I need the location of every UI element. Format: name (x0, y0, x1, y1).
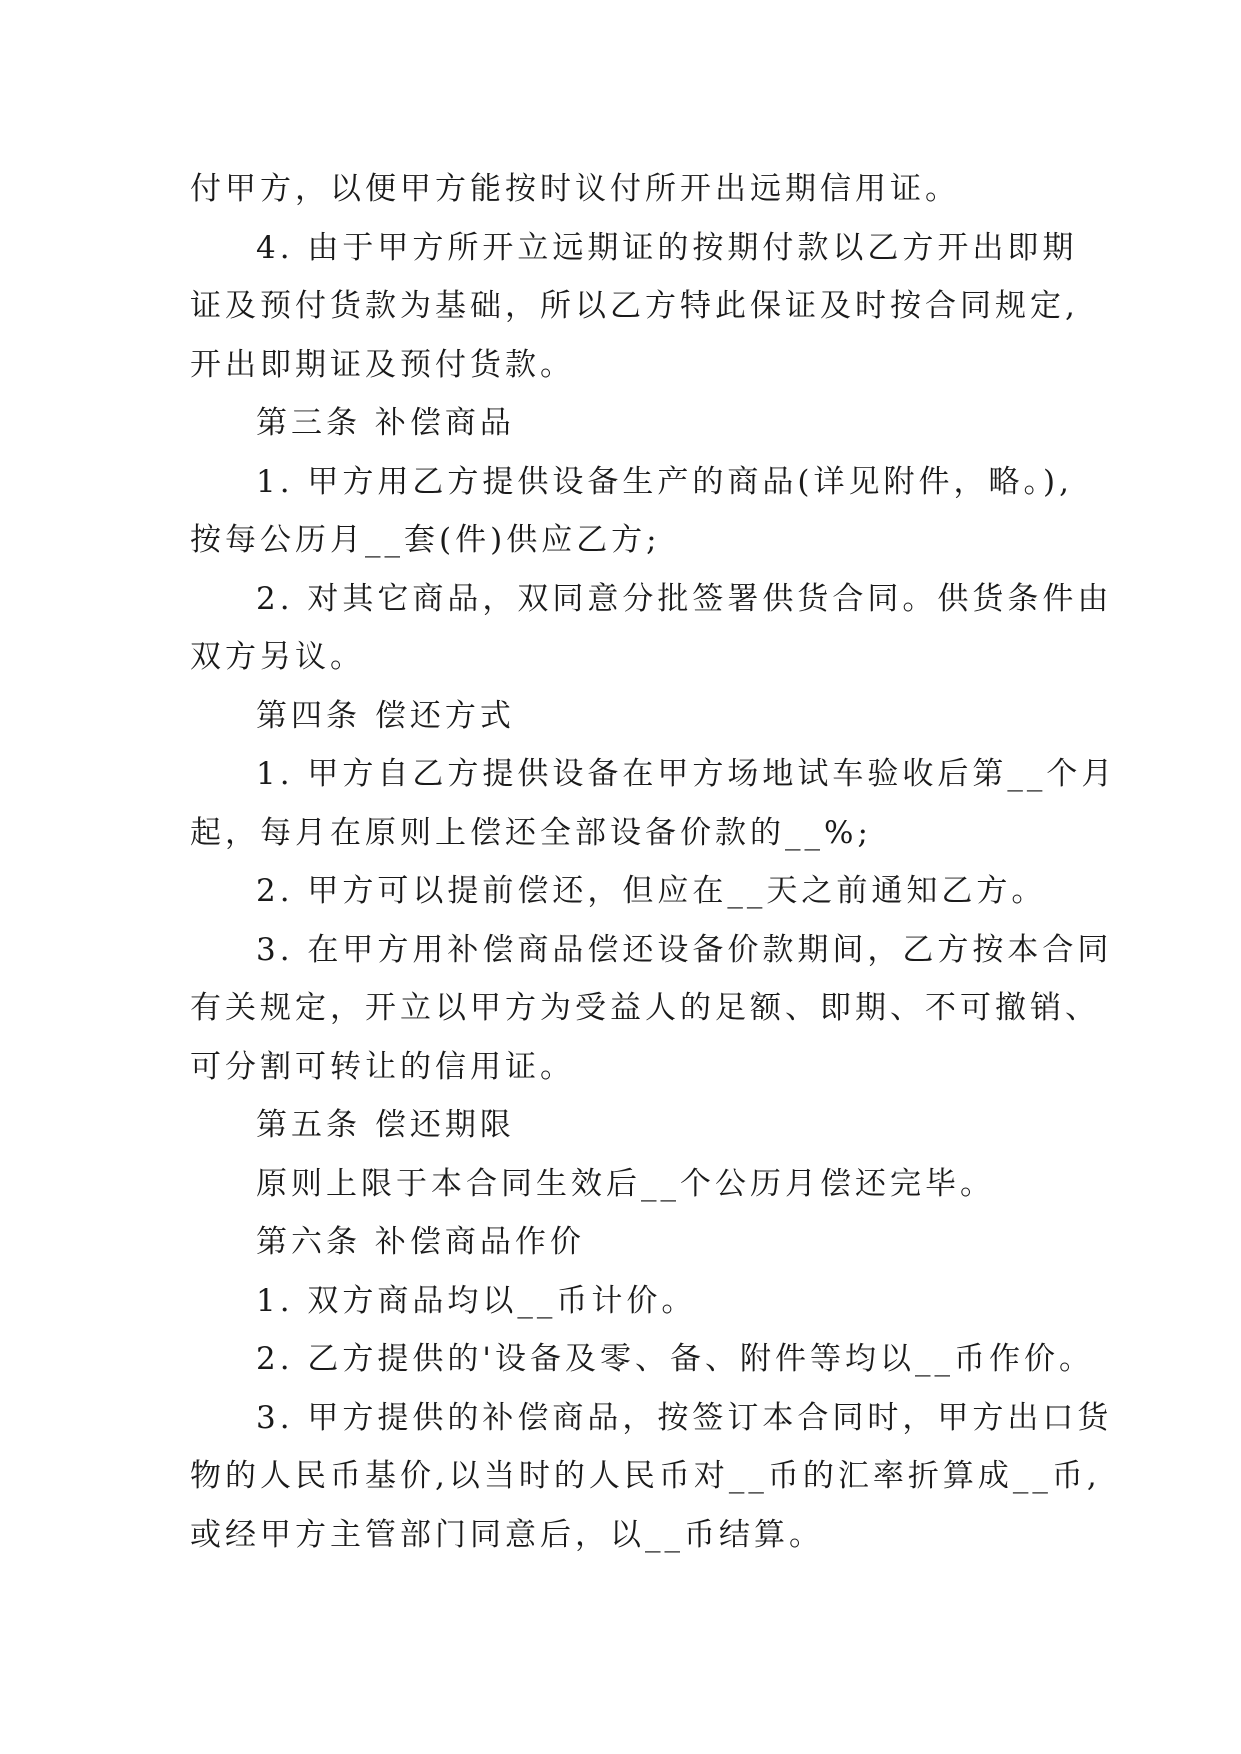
paragraph-line: 3. 在甲方用补偿商品偿还设备价款期间，乙方按本合同 (256, 931, 1113, 968)
document-body (190, 160, 1117, 1564)
paragraph-line: 2. 乙方提供的'设备及零、备、附件等均以__币作价。 (256, 1341, 1094, 1377)
paragraph-line: 双方另议。 (190, 639, 365, 675)
paragraph-line: 4. 由于甲方所开立远期证的按期付款以乙方开出即期 (256, 229, 1078, 266)
article-heading: 第三条 补偿商品 (256, 405, 515, 441)
paragraph-line: 或经甲方主管部门同意后，以__币结算。 (190, 1516, 824, 1553)
paragraph-line: 证及预付货款为基础，所以乙方特此保证及时按合同规定, (190, 288, 1079, 324)
paragraph-line: 物的人民币基价,以当时的人民币对__币的汇率折算成__币, (190, 1458, 1101, 1494)
paragraph-line: 2. 对其它商品，双同意分批签署供货合同。供货条件由 (256, 580, 1113, 617)
paragraph-line: 1. 甲方自乙方提供设备在甲方场地试车验收后第__个月 (256, 756, 1117, 792)
article-heading: 第六条 补偿商品作价 (256, 1224, 585, 1260)
paragraph-line: 可分割可转让的信用证。 (190, 1048, 575, 1085)
paragraph-line: 付甲方，以便甲方能按时议付所开出远期信用证。 (190, 171, 960, 207)
paragraph-line: 有关规定，开立以甲方为受益人的足额、即期、不可撤销、 (190, 990, 1100, 1026)
article-heading: 第四条 偿还方式 (256, 697, 515, 734)
paragraph-line: 2. 甲方可以提前偿还，但应在__天之前通知乙方。 (256, 873, 1047, 909)
paragraph-line: 起，每月在原则上偿还全部设备价款的__%; (190, 814, 872, 851)
paragraph-line: 1. 双方商品均以__币计价。 (256, 1282, 697, 1319)
article-heading: 第五条 偿还期限 (256, 1107, 515, 1143)
paragraph-line: 3. 甲方提供的补偿商品，按签订本合同时，甲方出口货 (256, 1399, 1113, 1436)
paragraph-line: 按每公历月__套(件)供应乙方; (190, 522, 661, 558)
paragraph-line: 原则上限于本合同生效后__个公历月偿还完毕。 (256, 1165, 995, 1202)
paragraph-line: 1. 甲方用乙方提供设备生产的商品(详见附件，略。), (256, 463, 1073, 500)
paragraph-line: 开出即期证及预付货款。 (190, 346, 575, 383)
